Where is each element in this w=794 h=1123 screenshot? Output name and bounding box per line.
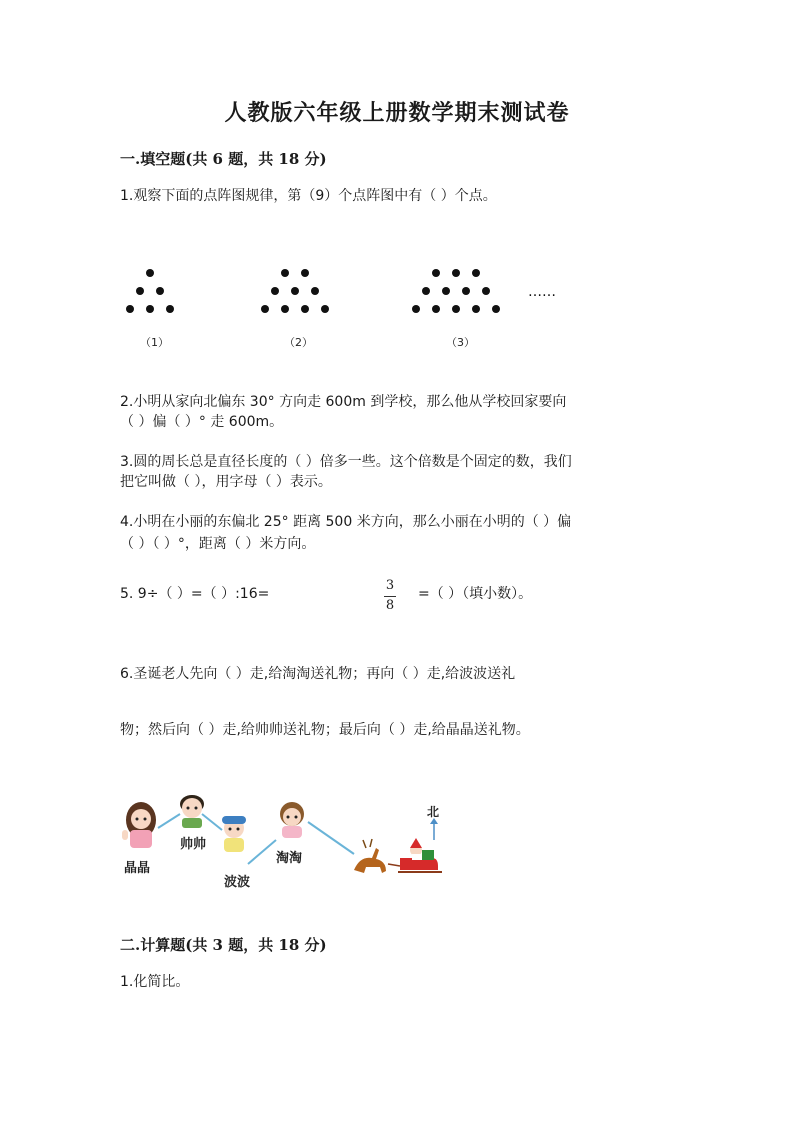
question-4-line-2: （ ）（ ）°，距离（ ）米方向。 [120,536,316,552]
dot-pattern-1 [126,269,174,313]
dot-pattern-figure [118,258,578,358]
north-arrow-icon [430,818,438,840]
question-3-line-1: 3.圆的周长总是直径长度的（ ）倍多一些。这个倍数是个固定的数，我们 [120,454,572,470]
label-north: 北 [427,805,440,819]
question-4-line-1: 4.小明在小丽的东偏北 25° 距离 500 米方向，那么小丽在小明的（ ）偏 [120,514,572,530]
section-heading-calculation: 二.计算题(共 3 题，共 18 分) [120,936,327,954]
santa-route-illustration [116,792,456,892]
fraction-bar [384,596,396,597]
shuaishuai-figure [180,795,204,828]
page-title: 人教版六年级上册数学期末测试卷 [224,100,570,126]
question-calc-1-text: 1.化简比。 [120,974,190,990]
question-5-left: 5. 9÷（ ）=（ ）:16= [120,586,270,602]
question-2-line-1: 2.小明从家向北偏东 30° 方向走 600m 到学校，那么他从学校回家要向 [120,394,567,410]
bobo-figure [222,816,246,852]
label-bobo: 波波 [224,875,251,890]
label-shuaishuai: 帅帅 [180,837,207,852]
question-2-line-2: （ ）偏（ ）° 走 600m。 [120,414,284,430]
question-6-line-1: 6.圣诞老人先向（ ）走,给淘淘送礼物；再向（ ）走,给波波送礼 [120,666,516,682]
fraction-numerator: 3 [385,578,395,593]
section-heading-fill-blank: 一.填空题(共 6 题，共 18 分) [120,150,327,168]
fraction-denominator: 8 [385,598,395,613]
dot-pattern-ellipsis: …… [528,284,556,300]
question-3-line-2: 把它叫做（ ），用字母（ ）表示。 [120,474,332,490]
taotao-figure [280,802,304,838]
label-taotao: 淘淘 [276,851,303,866]
dot-label-3: （3） [446,336,475,349]
label-jingjing: 晶晶 [124,861,151,876]
dot-label-2: （2） [284,336,313,349]
dot-pattern-2 [261,269,329,313]
dot-pattern-3 [412,269,500,313]
dot-label-1: （1） [140,336,169,349]
jingjing-figure [122,802,156,848]
santa-sleigh-figure [354,838,442,873]
question-5-right: =（ ）（填小数）。 [418,586,533,602]
question-1-text: 1.观察下面的点阵图规律，第（9）个点阵图中有（ ）个点。 [120,188,497,204]
question-6-line-2: 物；然后向（ ）走,给帅帅送礼物；最后向（ ）走,给晶晶送礼物。 [120,722,530,738]
